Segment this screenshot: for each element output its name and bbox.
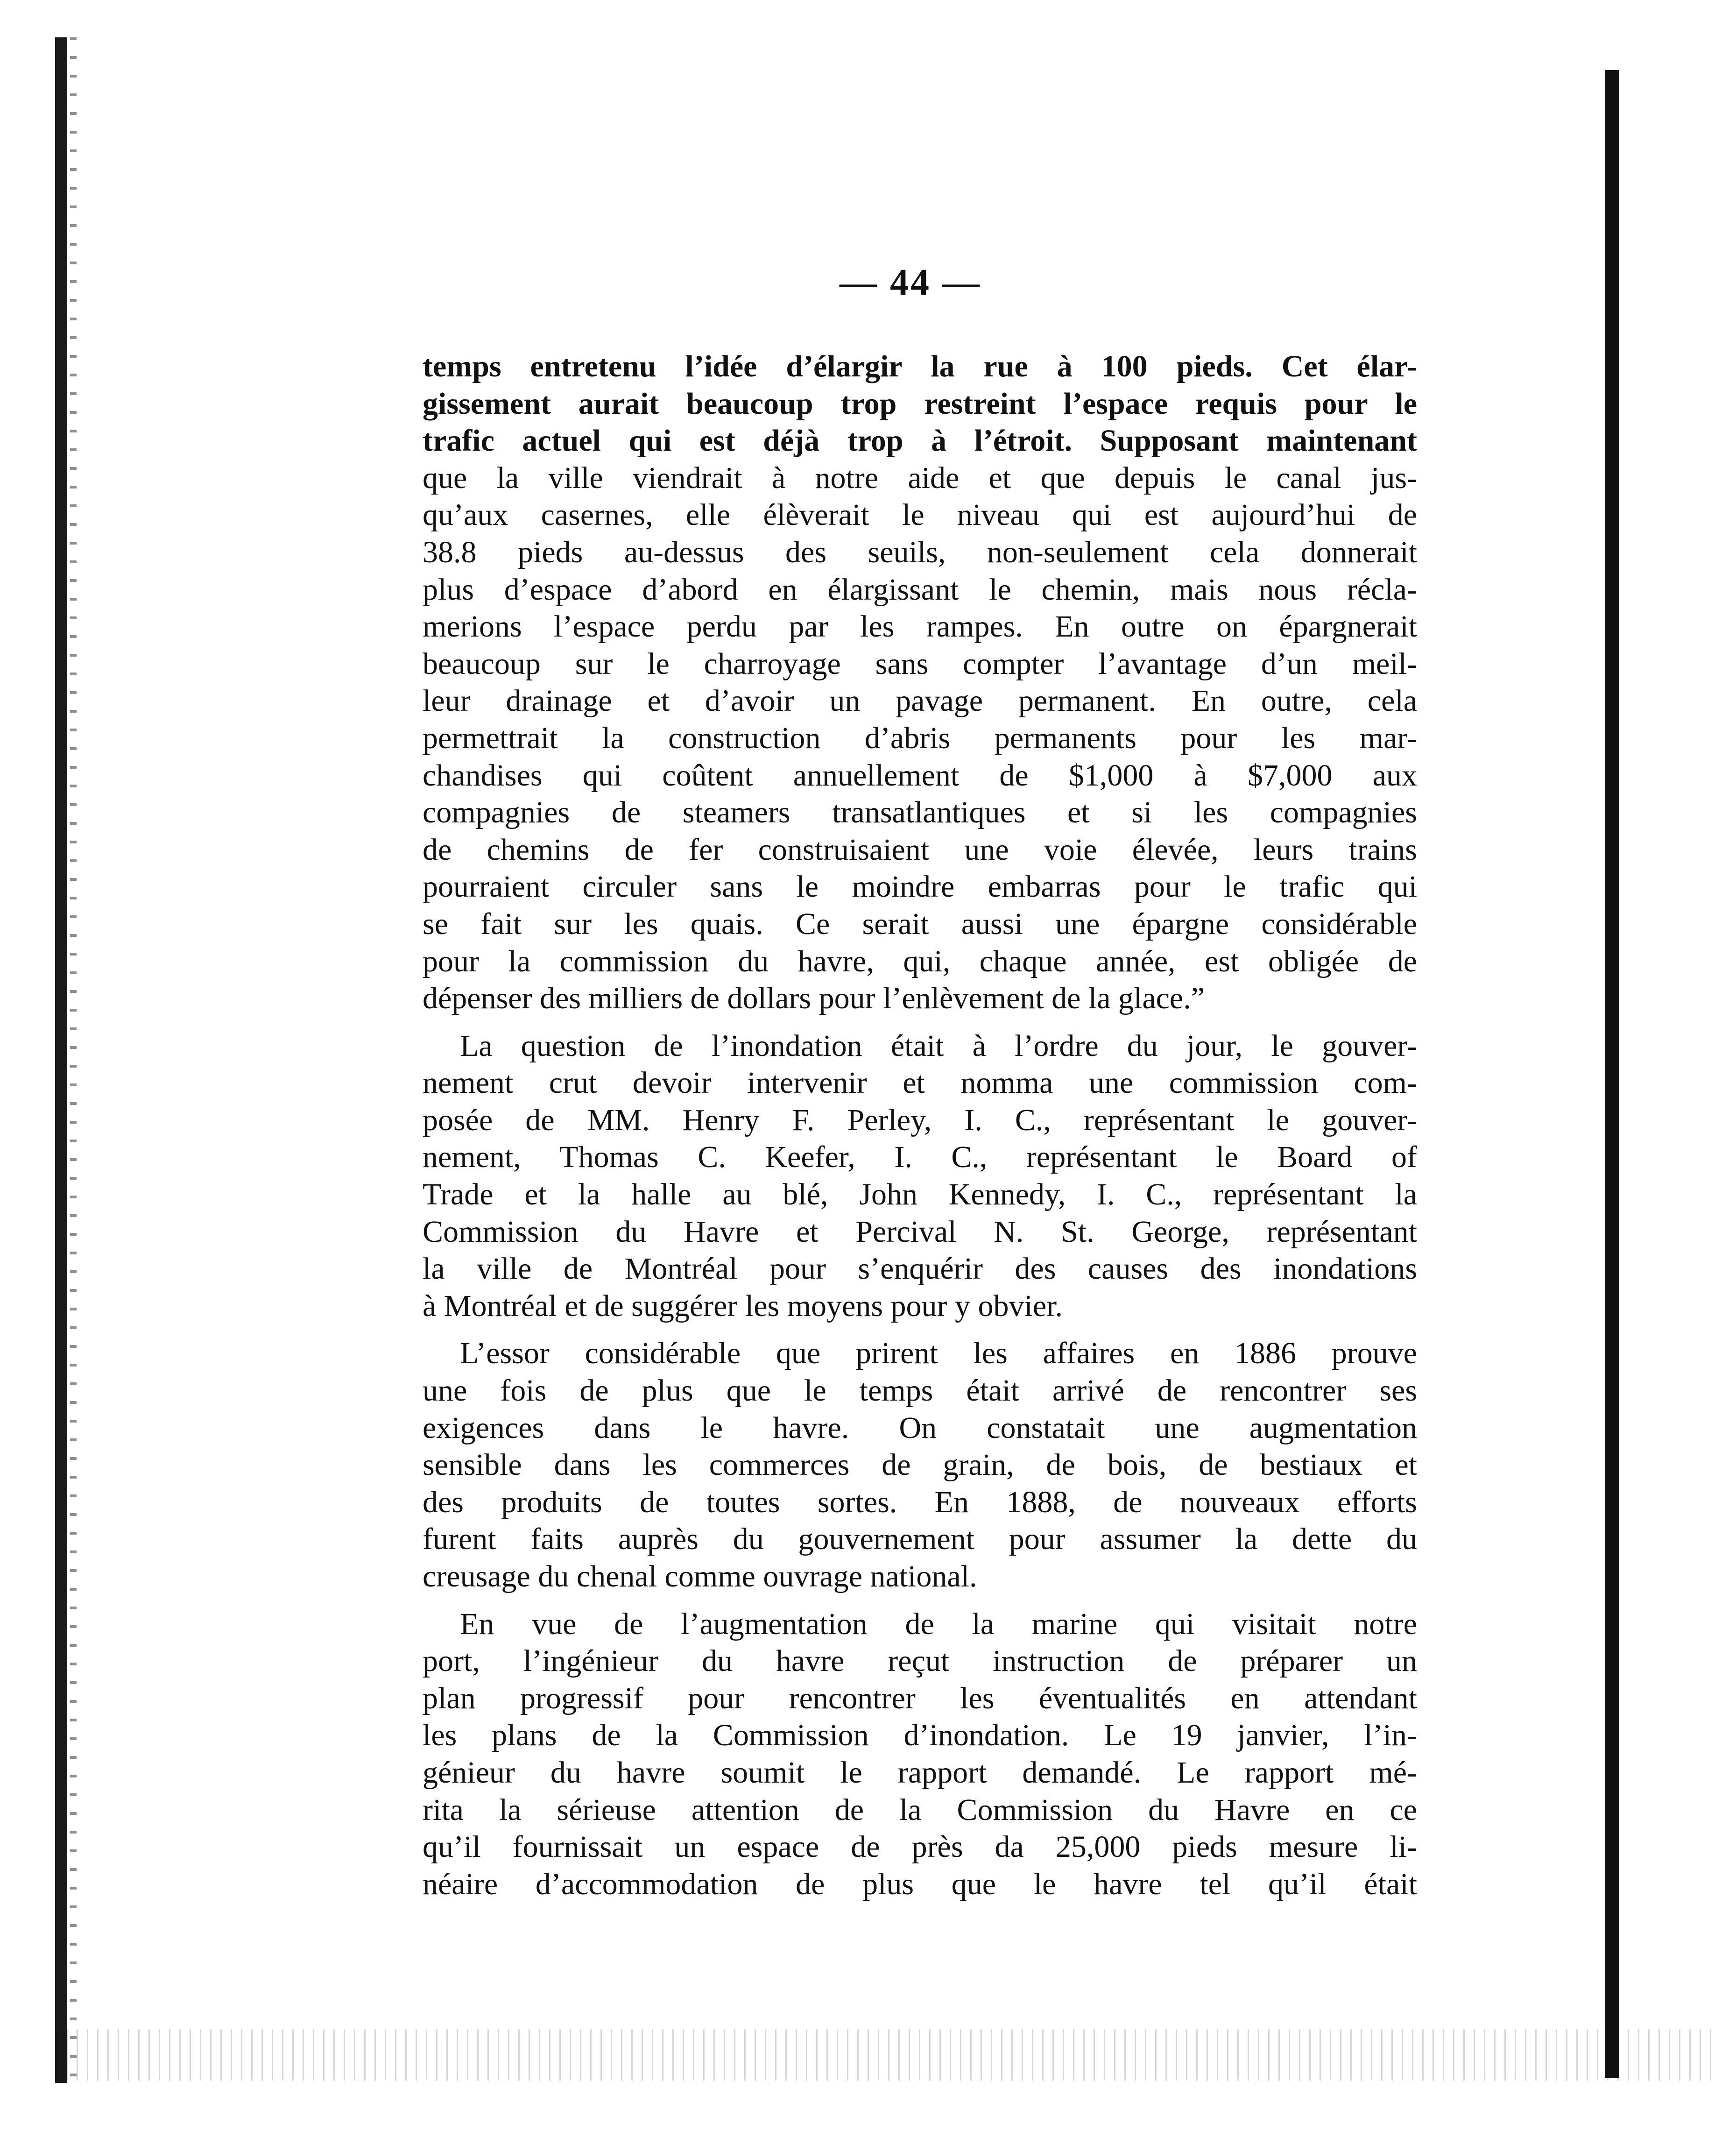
paragraph xyxy=(423,348,1417,1017)
text-line: les plans de la Commission d’inondation. Le 19 janvier, l’in- xyxy=(423,1718,1417,1753)
text-line: port, l’ingénieur du havre reçut instruction de préparer un xyxy=(423,1644,1417,1678)
text-line: pourraient circuler sans le moindre embarras pour le trafic qui xyxy=(423,870,1417,904)
text-line: la ville de Montréal pour s’enquérir des causes des inondations xyxy=(423,1252,1417,1286)
scan-right-edge xyxy=(1605,70,1619,2078)
scan-left-edge xyxy=(55,37,67,2083)
text-line: temps entretenu l’idée d’élargir la rue à 100 pieds. Cet élar- xyxy=(423,349,1417,383)
text-line: 38.8 pieds au-dessus des seuils, non-seulement cela donnerait xyxy=(423,535,1417,569)
text-line: nement crut devoir intervenir et nomma une commission com- xyxy=(423,1066,1417,1100)
text-line: gissement aurait beaucoup trop restreint l’espace requis pour le xyxy=(423,386,1417,421)
paragraph xyxy=(423,1606,1417,1903)
text-line: trafic actuel qui est déjà trop à l’étroit. Supposant maintenant xyxy=(423,424,1417,458)
text-line: plus d’espace d’abord en élargissant le chemin, mais nous récla- xyxy=(423,572,1417,607)
text-line: des produits de toutes sortes. En 1888, de nouveaux efforts xyxy=(423,1485,1417,1519)
text-line: à Montréal et de suggérer les moyens pour y obvier. xyxy=(423,1289,1063,1323)
paragraph xyxy=(423,1027,1417,1325)
text-line: qu’il fournissait un espace de près da 25,000 pieds mesure li- xyxy=(423,1830,1417,1864)
text-line: furent faits auprès du gouvernement pour assumer la dette du xyxy=(423,1522,1417,1557)
text-line: La question de l’inondation était à l’ordre du jour, le gouver- xyxy=(460,1028,1417,1063)
text-line: chandises qui coûtent annuellement de $1,000 à $7,000 aux xyxy=(423,758,1417,793)
paragraph-gap xyxy=(423,1595,1417,1606)
text-line: Commission du Havre et Percival N. St. George, représentant xyxy=(423,1214,1417,1249)
text-line: En vue de l’augmentation de la marine qui visitait notre xyxy=(460,1607,1417,1641)
text-line: que la ville viendrait à notre aide et que depuis le canal jus- xyxy=(423,460,1417,495)
text-line: qu’aux casernes, elle élèverait le niveau qui est aujourd’hui de xyxy=(423,498,1417,532)
text-line: une fois de plus que le temps était arrivé de rencontrer ses xyxy=(423,1373,1417,1408)
text-line: creusage du chenal comme ouvrage national. xyxy=(423,1559,977,1593)
text-line: permettrait la construction d’abris permanents pour les mar- xyxy=(423,721,1417,755)
page-number: — 44 — xyxy=(840,262,981,303)
text-line: néaire d’accommodation de plus que le havre tel qu’il était xyxy=(423,1867,1417,1901)
text-line: sensible dans les commerces de grain, de bois, de bestiaux et xyxy=(423,1448,1417,1482)
paragraph-gap xyxy=(423,1324,1417,1335)
scan-bottom-noise xyxy=(56,2029,1718,2081)
body-text xyxy=(423,348,1417,1903)
text-line: posée de MM. Henry F. Perley, I. C., représentant le gouver- xyxy=(423,1103,1417,1137)
text-line: se fait sur les quais. Ce serait aussi une épargne considérable xyxy=(423,906,1417,941)
text-line: Trade et la halle au blé, John Kennedy, I. C., représentant la xyxy=(423,1177,1417,1212)
text-line: dépenser des milliers de dollars pour l’enlèvement de la glace.” xyxy=(423,981,1205,1016)
text-line: L’essor considérable que prirent les affaires en 1886 prouve xyxy=(460,1336,1417,1371)
paragraph-gap xyxy=(423,1017,1417,1027)
text-line: pour la commission du havre, qui, chaque année, est obligée de xyxy=(423,944,1417,978)
text-line: plan progressif pour rencontrer les éventualités en attendant xyxy=(423,1681,1417,1715)
text-line: beaucoup sur le charroyage sans compter l’avantage d’un meil- xyxy=(423,646,1417,681)
paragraph xyxy=(423,1335,1417,1595)
text-line: compagnies de steamers transatlantiques et si les compagnies xyxy=(423,795,1417,830)
text-line: nement, Thomas C. Keefer, I. C., représentant le Board of xyxy=(423,1140,1417,1175)
text-line: de chemins de fer construisaient une voie élevée, leurs trains xyxy=(423,832,1417,867)
scan-left-speckle xyxy=(70,37,77,2083)
text-line: génieur du havre soumit le rapport demandé. Le rapport mé- xyxy=(423,1755,1417,1790)
text-line: rita la sérieuse attention de la Commission du Havre en ce xyxy=(423,1792,1417,1827)
text-line: leur drainage et d’avoir un pavage permanent. En outre, cela xyxy=(423,684,1417,718)
text-line: merions l’espace perdu par les rampes. En outre on épargnerait xyxy=(423,609,1417,644)
text-line: exigences dans le havre. On constatait une augmentation xyxy=(423,1410,1417,1445)
